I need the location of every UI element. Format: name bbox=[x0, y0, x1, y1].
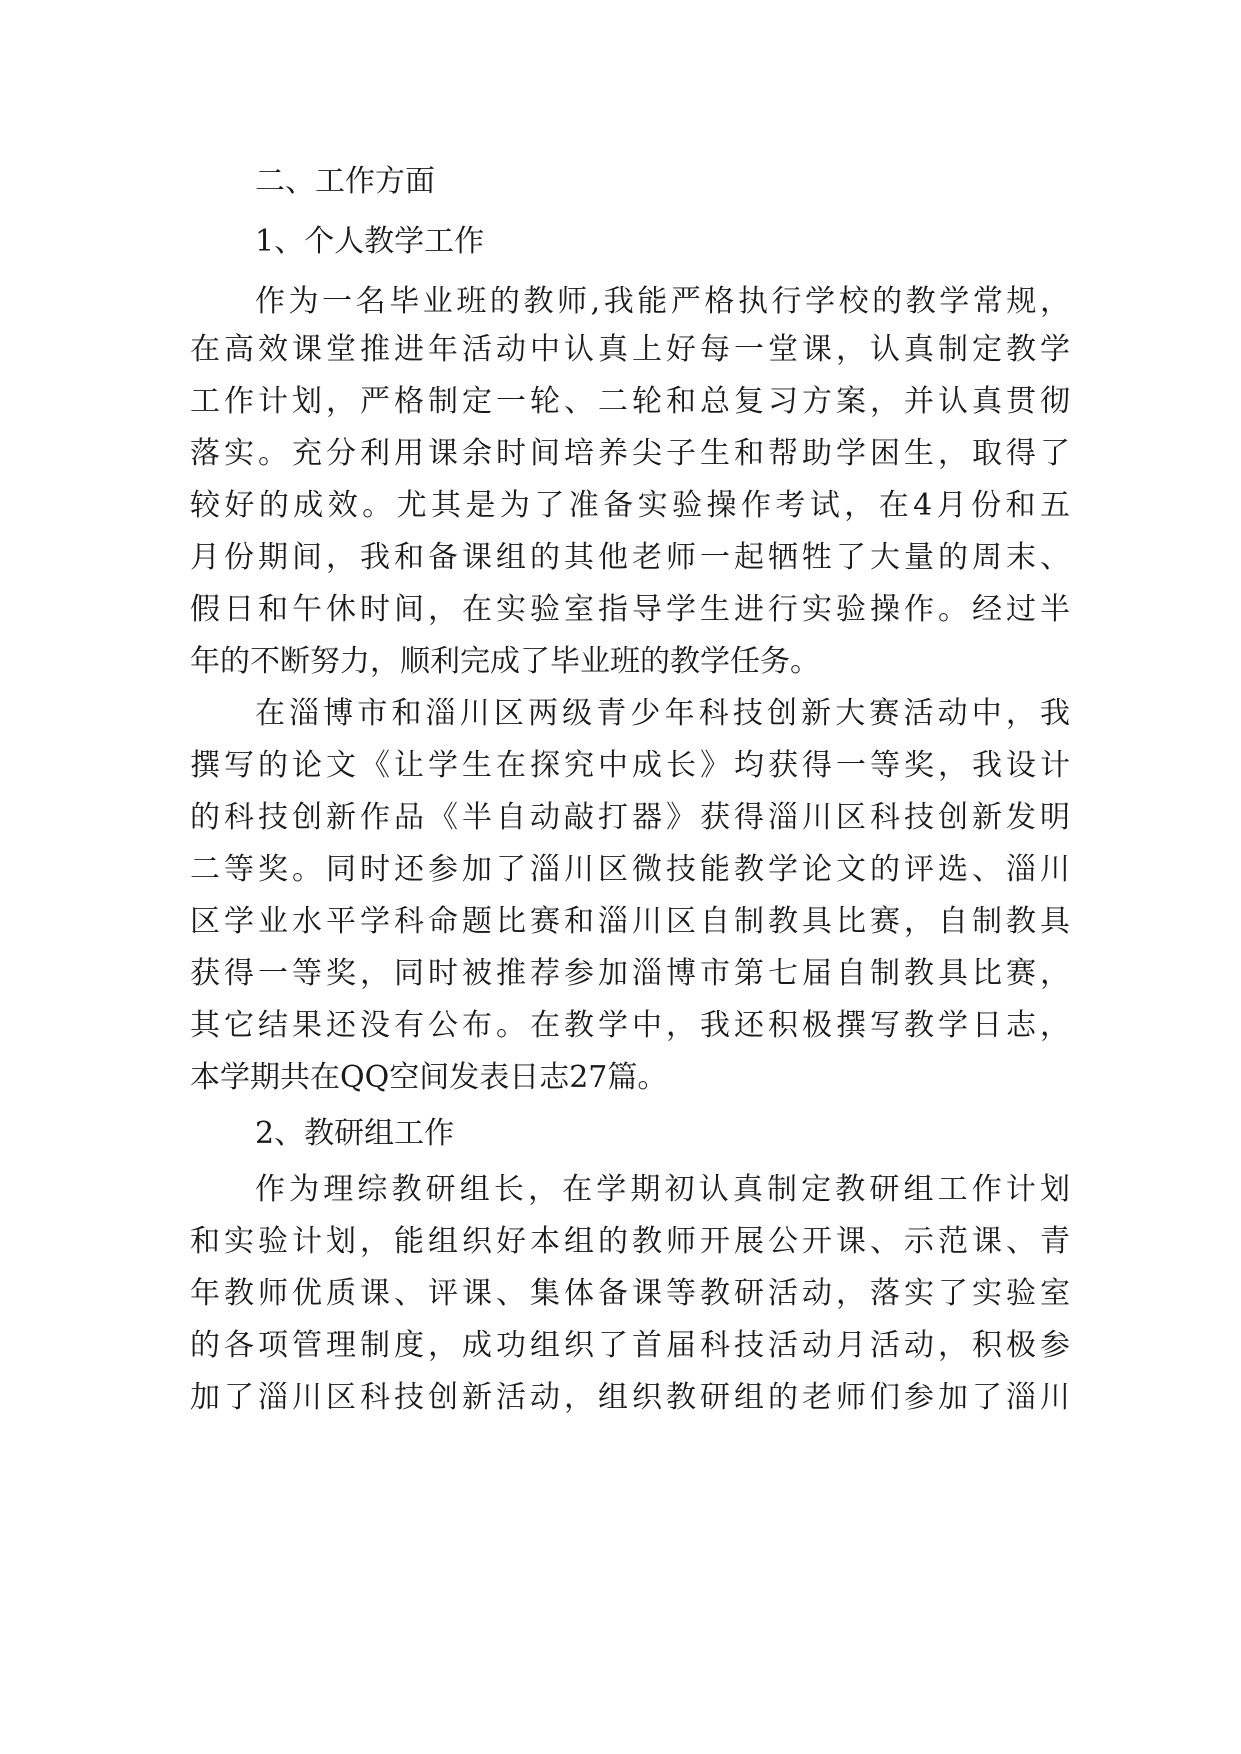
paragraph-line: 较好的成效。尤其是为了准备实验操作考试，在4月份和五 bbox=[190, 488, 1070, 523]
paragraph-line: 获得一等奖，同时被推荐参加淄博市第七届自制教具比赛， bbox=[190, 956, 1070, 991]
paragraph-line: 年的不断努力，顺利完成了毕业班的教学任务。 bbox=[190, 644, 820, 679]
paragraph-line: 其它结果还没有公布。在教学中，我还积极撰写教学日志， bbox=[190, 1008, 1070, 1043]
paragraph-line: 假日和午休时间，在实验室指导学生进行实验操作。经过半 bbox=[190, 592, 1070, 627]
paragraph-line: 和实验计划，能组织好本组的教师开展公开课、示范课、青 bbox=[190, 1224, 1070, 1259]
paragraph-line: 区学业水平学科命题比赛和淄川区自制教具比赛，自制教具 bbox=[190, 904, 1070, 939]
paragraph-line: 的科技创新作品《半自动敲打器》获得淄川区科技创新发明 bbox=[190, 800, 1070, 835]
paragraph-line: 落实。充分利用课余时间培养尖子生和帮助学困生，取得了 bbox=[190, 436, 1070, 471]
paragraph-line: 加了淄川区科技创新活动，组织教研组的老师们参加了淄川 bbox=[190, 1380, 1070, 1415]
subsection-heading: 2、教研组工作 bbox=[255, 1116, 455, 1151]
paragraph-line: 月份期间，我和备课组的其他老师一起牺牲了大量的周末、 bbox=[190, 540, 1070, 575]
paragraph-line: 本学期共在QQ空间发表日志27篇。 bbox=[190, 1060, 668, 1095]
paragraph-line: 年教师优质课、评课、集体备课等教研活动，落实了实验室 bbox=[190, 1276, 1070, 1311]
paragraph-line: 在淄博市和淄川区两级青少年科技创新大赛活动中，我 bbox=[255, 696, 1070, 731]
paragraph-line: 作为一名毕业班的教师,我能严格执行学校的教学常规， bbox=[255, 284, 1070, 319]
paragraph-line: 在高效课堂推进年活动中认真上好每一堂课，认真制定教学 bbox=[190, 332, 1070, 367]
paragraph-line: 撰写的论文《让学生在探究中成长》均获得一等奖，我设计 bbox=[190, 748, 1070, 783]
section-heading: 二、工作方面 bbox=[255, 164, 435, 199]
paragraph-line: 工作计划，严格制定一轮、二轮和总复习方案，并认真贯彻 bbox=[190, 384, 1070, 419]
subsection-heading: 1、个人教学工作 bbox=[255, 224, 485, 259]
paragraph-line: 的各项管理制度，成功组织了首届科技活动月活动，积极参 bbox=[190, 1328, 1070, 1363]
paragraph-line: 作为理综教研组长，在学期初认真制定教研组工作计划 bbox=[255, 1172, 1070, 1207]
paragraph-line: 二等奖。同时还参加了淄川区微技能教学论文的评选、淄川 bbox=[190, 852, 1070, 887]
